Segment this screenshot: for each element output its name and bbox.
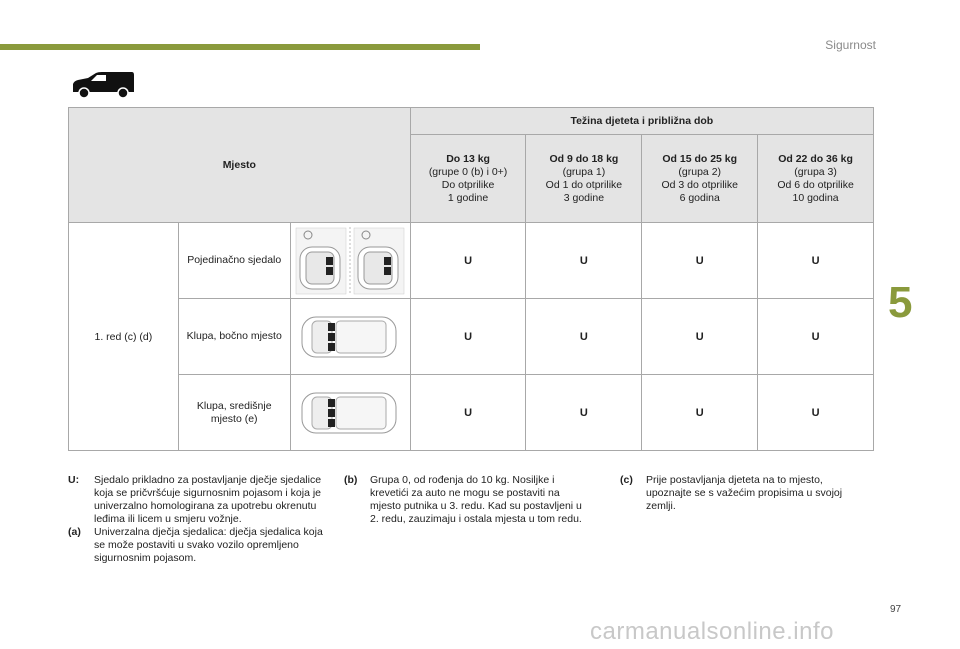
notes-column-1 <box>68 474 328 565</box>
suitability-value: U <box>642 375 758 451</box>
single-seat-diagram <box>290 223 410 299</box>
location-header: Mjesto <box>69 108 411 223</box>
suitability-value: U <box>642 299 758 375</box>
note-a <box>68 526 328 565</box>
note-text: Sjedalo prikladno za postavljanje dječje sjedalice koja se pričvršćuje sigurnosnim pojasom i koja je univerzalno homologirana za upotrebu okrenutu leđima ili licem u smjeru vožnje. <box>94 474 322 525</box>
notes-column-2 <box>344 474 592 526</box>
chapter-number: 5 <box>888 278 913 327</box>
note-key: U: <box>68 474 80 486</box>
child-seat-table <box>68 107 874 451</box>
weight-age-header: Težina djeteta i približna dob <box>410 108 873 135</box>
note-key: (b) <box>344 474 358 486</box>
seat-label: Pojedinačno sjedalo <box>178 223 290 299</box>
seat-diagram-left <box>296 228 346 294</box>
van-silhouette-icon <box>70 71 136 99</box>
note-c <box>620 474 860 513</box>
seat-diagram-right <box>354 228 404 294</box>
suitability-value: U <box>526 299 642 375</box>
note-key: (a) <box>68 526 81 538</box>
section-title: Sigurnost <box>825 38 876 52</box>
bench-side-seat-diagram <box>290 299 410 375</box>
age-column-header: Do 13 kg (grupe 0 (b) i 0+) Do otprilike 1 godine <box>410 135 526 223</box>
note-text: Grupa 0, od rođenja do 10 kg. Nosiljke i krevetići za auto ne mogu se postaviti na mjesto putnika u 3. redu. Kad su postavljeni u 2. redu, zauzimaju i ostala mjesta u tom redu. <box>370 474 582 525</box>
note-text: Prije postavljanja djeteta na to mjesto, upoznajte se s važećim propisima u svojoj zemlji. <box>646 474 843 512</box>
note-text: Univerzalna dječja sjedalica: dječja sjedalica koja se može postaviti u svako vozilo opremljeno sigurnosnim pojasom. <box>94 526 323 564</box>
age-column-header: Od 22 do 36 kg (grupa 3) Od 6 do otprilike 10 godina <box>758 135 874 223</box>
suitability-value: U <box>410 299 526 375</box>
notes-column-3 <box>620 474 860 513</box>
note-u <box>68 474 328 526</box>
suitability-value: U <box>410 375 526 451</box>
header-accent-bar <box>0 44 480 50</box>
suitability-value: U <box>758 299 874 375</box>
row-group-label: 1. red (c) (d) <box>69 223 179 451</box>
suitability-value: U <box>758 223 874 299</box>
age-column-header: Od 9 do 18 kg (grupa 1) Od 1 do otprilike 3 godine <box>526 135 642 223</box>
seat-label: Klupa, bočno mjesto <box>178 299 290 375</box>
note-key: (c) <box>620 474 633 486</box>
age-column-header: Od 15 do 25 kg (grupa 2) Od 3 do otprilike 6 godina <box>642 135 758 223</box>
page-number: 97 <box>890 604 902 615</box>
seat-label: Klupa, središnje mjesto (e) <box>178 375 290 451</box>
note-b <box>344 474 592 526</box>
suitability-value: U <box>526 223 642 299</box>
watermark[interactable]: carmanualsonline.info <box>590 618 834 645</box>
suitability-value: U <box>758 375 874 451</box>
suitability-value: U <box>526 375 642 451</box>
bench-center-seat-diagram <box>290 375 410 451</box>
suitability-value: U <box>410 223 526 299</box>
suitability-value: U <box>642 223 758 299</box>
